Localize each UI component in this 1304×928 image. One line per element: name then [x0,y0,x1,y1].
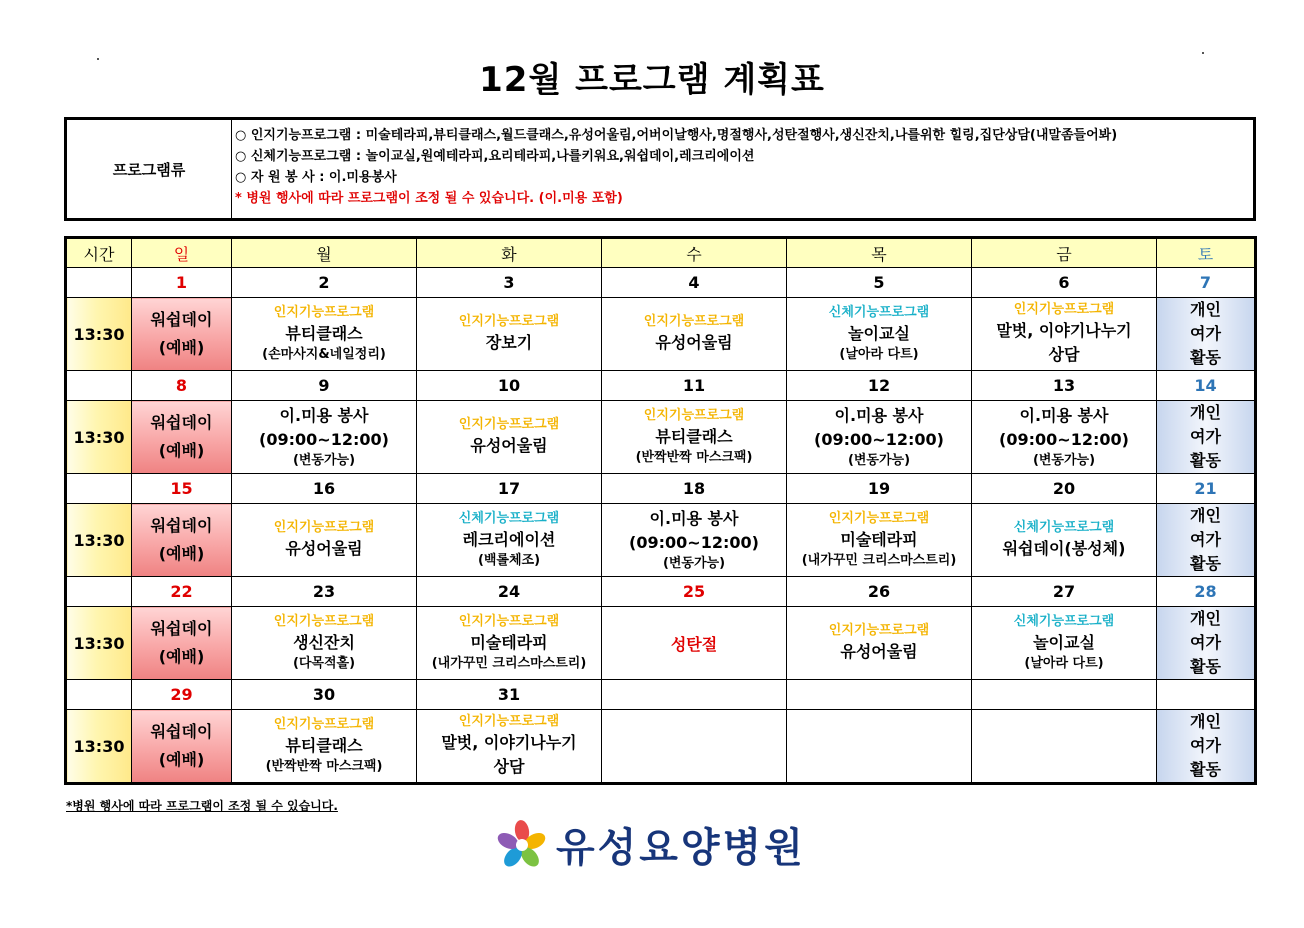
sunday-worship-cell [132,710,232,784]
date-number: 3 [417,268,602,298]
time-cell: 13:30 [66,298,132,371]
sunday-line: (예배) [158,750,205,769]
program-activity: 뷰티클래스 [285,324,363,343]
saturday-line: 개인 [1190,712,1221,731]
program-category: 인지기능프로그램 [458,417,560,432]
legend-note: * 병원 행사에 따라 프로그램이 조정 될 수 있습니다. (이.미용 포함) [235,191,623,206]
program-category: 인지기능프로그램 [828,511,930,526]
activity-row [66,607,1256,680]
date-number: 17 [417,474,602,504]
program-cell [417,607,602,680]
sunday-line: (예배) [158,647,205,666]
program-cell [972,298,1157,371]
date-number: 21 [1157,474,1256,504]
program-cell [787,298,972,371]
program-detail: (날아라 다트) [839,347,919,362]
legend-volunteer: ○ 자 원 봉 사 : 이.미용봉사 [235,170,397,185]
saturday-line: 여가 [1190,324,1221,343]
date-spacer-cell [66,577,132,607]
program-legend [64,117,1256,221]
saturday-line: 여가 [1190,530,1221,549]
date-number: 16 [232,474,417,504]
date-number: 11 [602,371,787,401]
saturday-line: 개인 [1190,609,1221,628]
date-spacer-cell [66,680,132,710]
date-number [1157,680,1256,710]
saturday-leisure-cell [1157,710,1256,784]
date-number: 26 [787,577,972,607]
saturday-line: 활동 [1190,451,1221,470]
header-wed: 수 [602,238,787,268]
date-number: 9 [232,371,417,401]
hospital-logo [496,816,806,872]
saturday-leisure-cell [1157,607,1256,680]
page-title: 12월 프로그램 계획표 [479,60,825,100]
header-thu: 목 [787,238,972,268]
program-cell [602,504,787,577]
legend-physical: ○ 신체기능프로그램 : 놀이교실,원예테라피,요리테라피,나를키워요,워쉽데이,레크리에이션 [235,149,755,164]
program-activity: 유성어울림 [470,436,548,455]
time-cell: 13:30 [66,710,132,784]
sunday-line: 워쉽데이 [150,619,213,638]
program-cell [417,504,602,577]
program-activity: 이.미용 봉사 [1019,406,1109,425]
program-activity-line2: 상담 [1048,345,1080,364]
program-category: 인지기능프로그램 [458,614,560,629]
header-mon: 월 [232,238,417,268]
program-cell [232,298,417,371]
program-category: 인지기능프로그램 [273,520,375,535]
program-cell [972,710,1157,784]
date-number [602,680,787,710]
date-number: 20 [972,474,1157,504]
sunday-line: (예배) [158,441,205,460]
program-category: 인지기능프로그램 [273,614,375,629]
header-tue: 화 [417,238,602,268]
program-cell [972,401,1157,474]
flower-logo-icon [496,818,548,870]
date-number [972,680,1157,710]
time-cell: 13:30 [66,401,132,474]
activity-row [66,710,1256,784]
program-cell [417,710,602,784]
program-activity: 미술테라피 [470,633,548,652]
program-category: 신체기능프로그램 [458,511,560,526]
program-detail: (변동가능) [662,556,726,571]
program-activity-line2: (09:00~12:00) [629,533,759,552]
program-category: 신체기능프로그램 [1013,520,1115,535]
program-activity: 뷰티클래스 [655,427,733,446]
header-time: 시간 [66,238,132,268]
program-cell [232,504,417,577]
weekday-header-row [66,238,1256,268]
program-activity: 놀이교실 [848,324,910,343]
program-activity: 놀이교실 [1033,633,1095,652]
header-sat: 토 [1157,238,1256,268]
date-number: 30 [232,680,417,710]
date-number: 22 [132,577,232,607]
program-activity: 뷰티클래스 [285,736,363,755]
program-cell [787,710,972,784]
program-activity: 이.미용 봉사 [279,406,369,425]
program-activity: 장보기 [485,333,533,352]
program-detail: (변동가능) [847,453,911,468]
program-category: 인지기능프로그램 [273,717,375,732]
sunday-line: 워쉽데이 [150,413,213,432]
legend-cognitive: ○ 인지기능프로그램 : 미술테라피,뷰티클래스,월드클래스,유성어울림,어버이날행사,명절행사,성탄절행사,생신잔치,나를위한 힐링,집단상담(내말좀들어봐) [235,128,1118,143]
sunday-line: 워쉽데이 [150,310,213,329]
saturday-line: 개인 [1190,300,1221,319]
sunday-line: (예배) [158,544,205,563]
program-cell [602,401,787,474]
date-number: 2 [232,268,417,298]
header-sun: 일 [132,238,232,268]
program-category: 인지기능프로그램 [458,714,560,729]
date-number: 10 [417,371,602,401]
footnote: *병원 행사에 따라 프로그램이 조정 될 수 있습니다. [66,799,338,813]
date-number: 7 [1157,268,1256,298]
program-detail: (반짝반짝 마스크팩) [635,450,753,465]
date-number: 15 [132,474,232,504]
program-cell [232,401,417,474]
sunday-line: 워쉽데이 [150,722,213,741]
saturday-line: 활동 [1190,760,1221,779]
date-number: 28 [1157,577,1256,607]
date-number: 12 [787,371,972,401]
date-row [66,474,1256,504]
logo-text: 유성요양병원 [556,824,806,871]
date-number: 31 [417,680,602,710]
date-row [66,371,1256,401]
program-activity: 이.미용 봉사 [834,406,924,425]
program-cell [787,401,972,474]
program-cell [972,607,1157,680]
time-cell: 13:30 [66,504,132,577]
saturday-line: 개인 [1190,403,1221,422]
date-number: 18 [602,474,787,504]
time-cell: 13:30 [66,607,132,680]
date-number: 13 [972,371,1157,401]
saturday-line: 여가 [1190,427,1221,446]
legend-lines [235,125,1245,209]
saturday-line: 활동 [1190,657,1221,676]
date-number: 19 [787,474,972,504]
date-spacer-cell [66,474,132,504]
program-detail: (내가꾸민 크리스마스트리) [431,656,587,671]
calendar-table [64,236,1257,785]
program-cell [232,710,417,784]
program-activity: 레크리에이션 [462,530,556,549]
program-activity-line2: (09:00~12:00) [999,430,1129,449]
program-detail: (백롤체조) [477,553,541,568]
saturday-line: 개인 [1190,506,1221,525]
program-cell [602,607,787,680]
date-row [66,680,1256,710]
program-category: 신체기능프로그램 [828,305,930,320]
program-category: 인지기능프로그램 [643,408,745,423]
program-cell [417,298,602,371]
activity-row [66,298,1256,371]
date-number: 23 [232,577,417,607]
program-activity-line2: (09:00~12:00) [259,430,389,449]
date-spacer-cell [66,268,132,298]
activity-row [66,504,1256,577]
program-detail: (변동가능) [1032,453,1096,468]
program-cell [972,504,1157,577]
program-activity-line2: 상담 [493,757,525,776]
saturday-leisure-cell [1157,504,1256,577]
program-activity: 말벗, 이야기나누기 [441,733,577,752]
date-number: 4 [602,268,787,298]
program-activity: 유성어울림 [285,539,363,558]
saturday-leisure-cell [1157,298,1256,371]
saturday-line: 활동 [1190,554,1221,573]
program-detail: (내가꾸민 크리스마스트리) [801,553,957,568]
program-category: 인지기능프로그램 [643,314,745,329]
program-category: 신체기능프로그램 [1013,614,1115,629]
program-activity: 미술테라피 [840,530,918,549]
program-detail: (손마사지&네일정리) [262,347,386,362]
program-detail: (변동가능) [292,453,356,468]
activity-row [66,401,1256,474]
program-detail: (반짝반짝 마스크팩) [265,759,383,774]
header-fri: 금 [972,238,1157,268]
program-activity: 유성어울림 [655,333,733,352]
saturday-leisure-cell [1157,401,1256,474]
date-number: 27 [972,577,1157,607]
sunday-worship-cell [132,401,232,474]
program-cell [787,504,972,577]
program-cell [232,607,417,680]
program-activity: 말벗, 이야기나누기 [996,321,1132,340]
program-activity: 워쉽데이(봉성체) [1002,539,1126,558]
legend-label: 프로그램류 [67,120,232,218]
date-number: 1 [132,268,232,298]
saturday-line: 여가 [1190,736,1221,755]
program-category: 인지기능프로그램 [458,314,560,329]
program-cell [602,710,787,784]
program-activity: 유성어울림 [840,642,918,661]
date-number: 24 [417,577,602,607]
date-row [66,268,1256,298]
program-category: 인지기능프로그램 [1013,302,1115,317]
program-activity: 생신잔치 [293,633,355,652]
sunday-worship-cell [132,607,232,680]
sunday-line: 워쉽데이 [150,516,213,535]
program-detail: (다목적홀) [292,656,356,671]
program-category: 인지기능프로그램 [273,305,375,320]
date-number [787,680,972,710]
date-number: 29 [132,680,232,710]
date-number: 25 [602,577,787,607]
sunday-worship-cell [132,504,232,577]
sunday-line: (예배) [158,338,205,357]
program-cell [787,607,972,680]
program-activity-line2: (09:00~12:00) [814,430,944,449]
saturday-line: 여가 [1190,633,1221,652]
program-cell [417,401,602,474]
date-spacer-cell [66,371,132,401]
holiday-label: 성탄절 [670,634,718,654]
program-category: 인지기능프로그램 [828,623,930,638]
program-detail: (날아라 다트) [1024,656,1104,671]
saturday-line: 활동 [1190,348,1221,367]
date-number: 5 [787,268,972,298]
date-number: 14 [1157,371,1256,401]
date-number: 8 [132,371,232,401]
program-cell [602,298,787,371]
sunday-worship-cell [132,298,232,371]
date-number: 6 [972,268,1157,298]
date-row [66,577,1256,607]
program-activity: 이.미용 봉사 [649,509,739,528]
